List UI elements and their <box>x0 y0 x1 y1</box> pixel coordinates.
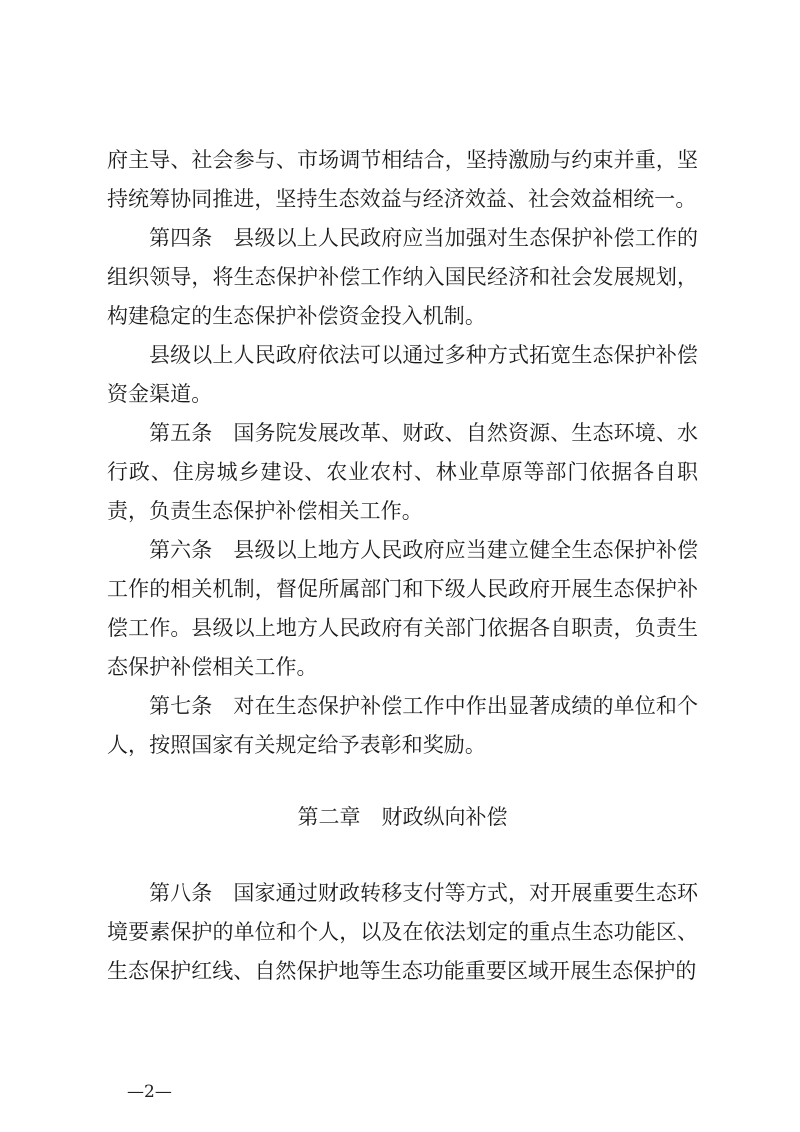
chapter-heading <box>107 798 698 837</box>
paragraph-text: 县级以上人民政府应当加强对生态保护补偿工作的组织领导，将生态保护补偿工作纳入国民经济和社会发展规划，构建稳定的生态保护补偿资金投入机制。 <box>107 226 698 328</box>
article-number: 第八条 <box>149 881 213 905</box>
paragraph-text: 县级以上人民政府依法可以通过多种方式拓宽生态保护补偿资金渠道。 <box>107 343 698 406</box>
chapter-number: 第二章 <box>297 805 361 829</box>
document-body <box>107 141 698 991</box>
paragraph-text: 县级以上地方人民政府应当建立健全生态保护补偿工作的相关机制，督促所属部门和下级人民政府开展生态保护补偿工作。县级以上地方人民政府有关部门依据各自职责，负责生态保护补偿相关工作。 <box>107 538 698 679</box>
article-6 <box>107 531 698 687</box>
article-number: 第六条 <box>149 538 213 562</box>
paragraph-text: 国务院发展改革、财政、自然资源、生态环境、水行政、住房城乡建设、农业农村、林业草原等部门依据各自职责，负责生态保护补偿相关工作。 <box>107 421 698 523</box>
article-number: 第五条 <box>149 421 213 445</box>
article-5 <box>107 414 698 531</box>
paragraph-continuation <box>107 141 698 219</box>
article-4-paragraph-2 <box>107 336 698 414</box>
paragraph-text: 府主导、社会参与、市场调节相结合，坚持激励与约束并重，坚持统筹协同推进，坚持生态效益与经济效益、社会效益相统一。 <box>107 148 698 211</box>
paragraph-text: 国家通过财政转移支付等方式，对开展重要生态环境要素保护的单位和个人，以及在依法划定的重点生态功能区、生态保护红线、自然保护地等生态功能重要区域开展生态保护的 <box>107 881 698 983</box>
article-8 <box>107 874 698 991</box>
page-number: —2— <box>127 1082 172 1102</box>
article-number: 第四条 <box>149 226 213 250</box>
chapter-title: 财政纵向补偿 <box>381 805 508 829</box>
article-number: 第七条 <box>149 694 213 718</box>
article-7 <box>107 687 698 765</box>
paragraph-text: 对在生态保护补偿工作中作出显著成绩的单位和个人，按照国家有关规定给予表彰和奖励。 <box>107 694 698 757</box>
article-4 <box>107 219 698 336</box>
